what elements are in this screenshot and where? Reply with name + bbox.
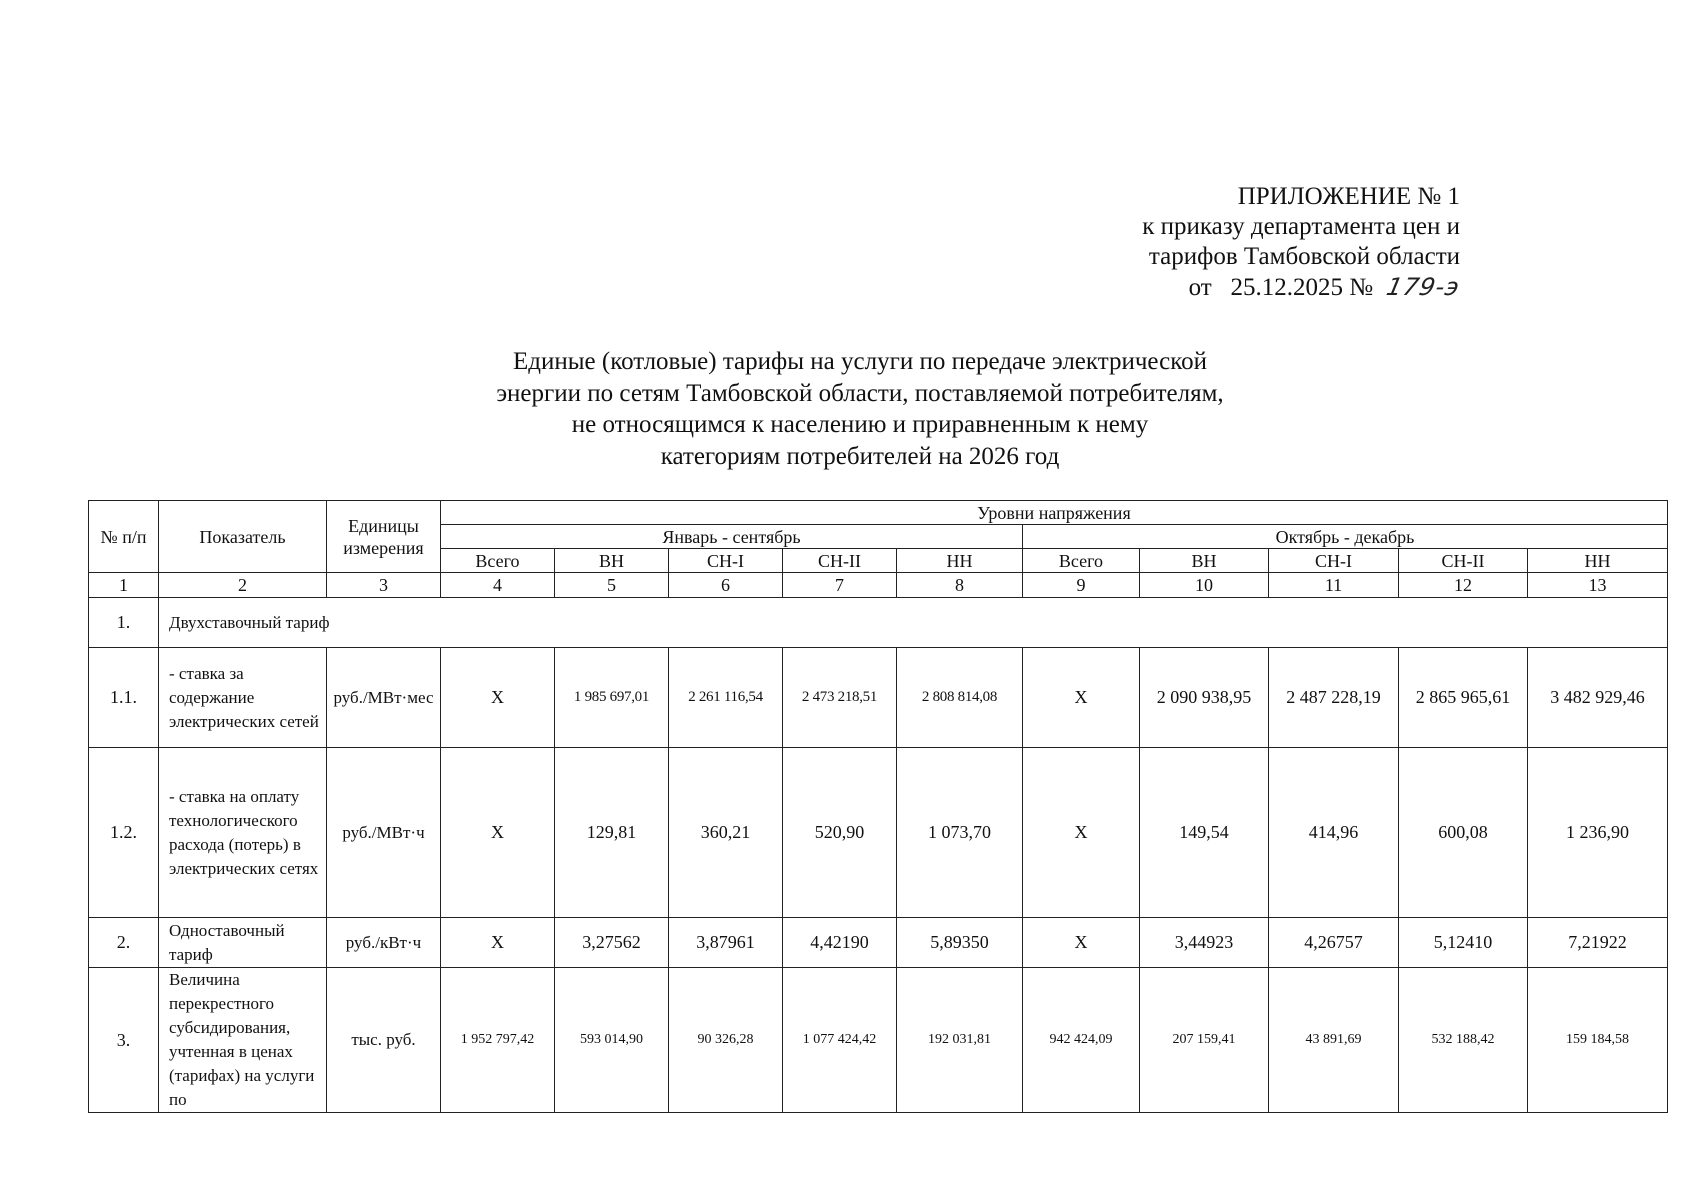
cell-value: 1 985 697,01 bbox=[555, 648, 669, 748]
header-sub: СН-I bbox=[1269, 549, 1399, 573]
appendix-header bbox=[1040, 182, 1463, 303]
cell-value: 3,44923 bbox=[1140, 918, 1269, 968]
cell-value: Х bbox=[1023, 648, 1140, 748]
header-sub: СН-II bbox=[1399, 549, 1528, 573]
column-index: 2 bbox=[159, 573, 327, 598]
table-row bbox=[89, 748, 1668, 918]
cell-value: Х bbox=[1023, 918, 1140, 968]
row-unit: руб./МВт·мес bbox=[327, 648, 441, 748]
cell-value: 149,54 bbox=[1140, 748, 1269, 918]
header-sub: СН-I bbox=[669, 549, 783, 573]
cell-value: 192 031,81 bbox=[897, 968, 1023, 1113]
header-indicator: Показатель bbox=[159, 501, 327, 573]
title-line-1: Единые (котловые) тарифы на услуги по передаче электрической bbox=[513, 348, 1207, 375]
column-index: 3 bbox=[327, 573, 441, 598]
cell-value: 3,87961 bbox=[669, 918, 783, 968]
table-row bbox=[89, 648, 1668, 748]
cell-value: 942 424,09 bbox=[1023, 968, 1140, 1113]
row-num: 2. bbox=[89, 918, 159, 968]
row-num: 1. bbox=[89, 598, 159, 648]
row-name: - ставка на оплату технологического расхода (потерь) в электрических сетях bbox=[159, 748, 327, 918]
order-number-handwritten: 179-э bbox=[1384, 273, 1463, 301]
document-title bbox=[380, 346, 1340, 472]
cell-value: 4,42190 bbox=[783, 918, 897, 968]
cell-value: 1 077 424,42 bbox=[783, 968, 897, 1113]
cell-value: 129,81 bbox=[555, 748, 669, 918]
row-name: Одноставочный тариф bbox=[159, 918, 327, 968]
cell-value: 414,96 bbox=[1269, 748, 1399, 918]
column-index: 11 bbox=[1269, 573, 1399, 598]
cell-value: 2 261 116,54 bbox=[669, 648, 783, 748]
cell-value: 2 808 814,08 bbox=[897, 648, 1023, 748]
header-period-oct-dec: Октябрь - декабрь bbox=[1023, 525, 1668, 549]
date-prefix: от bbox=[1188, 274, 1212, 301]
cell-value: 43 891,69 bbox=[1269, 968, 1399, 1113]
cell-value: Х bbox=[441, 748, 555, 918]
row-num: 3. bbox=[89, 968, 159, 1113]
header-row-1 bbox=[89, 501, 1668, 525]
cell-value: 600,08 bbox=[1399, 748, 1528, 918]
cell-value: 532 188,42 bbox=[1399, 968, 1528, 1113]
cell-value: 520,90 bbox=[783, 748, 897, 918]
column-index-row bbox=[89, 573, 1668, 598]
row-unit: тыс. руб. bbox=[327, 968, 441, 1113]
cell-value: 1 073,70 bbox=[897, 748, 1023, 918]
header-sub: Всего bbox=[1023, 549, 1140, 573]
column-index: 12 bbox=[1399, 573, 1528, 598]
cell-value: 1 952 797,42 bbox=[441, 968, 555, 1113]
column-index: 6 bbox=[669, 573, 783, 598]
column-index: 9 bbox=[1023, 573, 1140, 598]
cell-value: 7,21922 bbox=[1528, 918, 1668, 968]
order-number-label: № bbox=[1349, 274, 1374, 301]
column-index: 13 bbox=[1528, 573, 1668, 598]
column-index: 7 bbox=[783, 573, 897, 598]
row-unit: руб./МВт·ч bbox=[327, 748, 441, 918]
column-index: 1 bbox=[89, 573, 159, 598]
cell-value: 3,27562 bbox=[555, 918, 669, 968]
cell-value: 4,26757 bbox=[1269, 918, 1399, 968]
header-num: № п/п bbox=[89, 501, 159, 573]
cell-value: Х bbox=[441, 648, 555, 748]
row-name: Величина перекрестного субсидирования, учтенная в ценах (тарифах) на услуги по bbox=[159, 968, 327, 1113]
cell-value: 2 865 965,61 bbox=[1399, 648, 1528, 748]
tariff-table bbox=[88, 500, 1668, 1113]
table-row bbox=[89, 918, 1668, 968]
cell-value: 3 482 929,46 bbox=[1528, 648, 1668, 748]
cell-value: 2 487 228,19 bbox=[1269, 648, 1399, 748]
row-num: 1.1. bbox=[89, 648, 159, 748]
section-row-two-rate bbox=[89, 598, 1668, 648]
column-index: 4 bbox=[441, 573, 555, 598]
header-units: Единицы измерения bbox=[327, 501, 441, 573]
title-line-4: категориям потребителей на 2026 год bbox=[660, 442, 1060, 470]
row-unit: руб./кВт·ч bbox=[327, 918, 441, 968]
header-sub: НН bbox=[1528, 549, 1668, 573]
cell-value: 159 184,58 bbox=[1528, 968, 1668, 1113]
appendix-date-line bbox=[1040, 272, 1463, 303]
cell-value: 5,12410 bbox=[1399, 918, 1528, 968]
cell-value: 2 473 218,51 bbox=[783, 648, 897, 748]
header-sub: ВН bbox=[555, 549, 669, 573]
header-voltage-levels: Уровни напряжения bbox=[441, 501, 1668, 525]
header-period-jan-sep: Январь - сентябрь bbox=[441, 525, 1023, 549]
cell-value: 360,21 bbox=[669, 748, 783, 918]
cell-value: 593 014,90 bbox=[555, 968, 669, 1113]
cell-value: 207 159,41 bbox=[1140, 968, 1269, 1113]
header-sub: Всего bbox=[441, 549, 555, 573]
appendix-line-2: к приказу департамента цен и bbox=[1142, 213, 1460, 240]
cell-value: 5,89350 bbox=[897, 918, 1023, 968]
cell-value: 90 326,28 bbox=[669, 968, 783, 1113]
header-sub: НН bbox=[897, 549, 1023, 573]
title-line-3: не относящимся к населению и приравненным к нему bbox=[571, 411, 1149, 438]
order-date: 25.12.2025 bbox=[1230, 274, 1343, 301]
title-line-2: энергии по сетям Тамбовской области, поставляемой потребителям, bbox=[496, 379, 1224, 407]
appendix-line-3: тарифов Тамбовской области bbox=[1148, 243, 1460, 270]
column-index: 8 bbox=[897, 573, 1023, 598]
cell-value: Х bbox=[441, 918, 555, 968]
cell-value: 1 236,90 bbox=[1528, 748, 1668, 918]
section-name: Двухставочный тариф bbox=[159, 598, 1668, 648]
row-num: 1.2. bbox=[89, 748, 159, 918]
header-sub: СН-II bbox=[783, 549, 897, 573]
table-row bbox=[89, 968, 1668, 1113]
row-name: - ставка за содержание электрических сетей bbox=[159, 648, 327, 748]
cell-value: 2 090 938,95 bbox=[1140, 648, 1269, 748]
column-index: 5 bbox=[555, 573, 669, 598]
cell-value: Х bbox=[1023, 748, 1140, 918]
appendix-title: ПРИЛОЖЕНИЕ № 1 bbox=[1237, 183, 1460, 210]
column-index: 10 bbox=[1140, 573, 1269, 598]
header-sub: ВН bbox=[1140, 549, 1269, 573]
